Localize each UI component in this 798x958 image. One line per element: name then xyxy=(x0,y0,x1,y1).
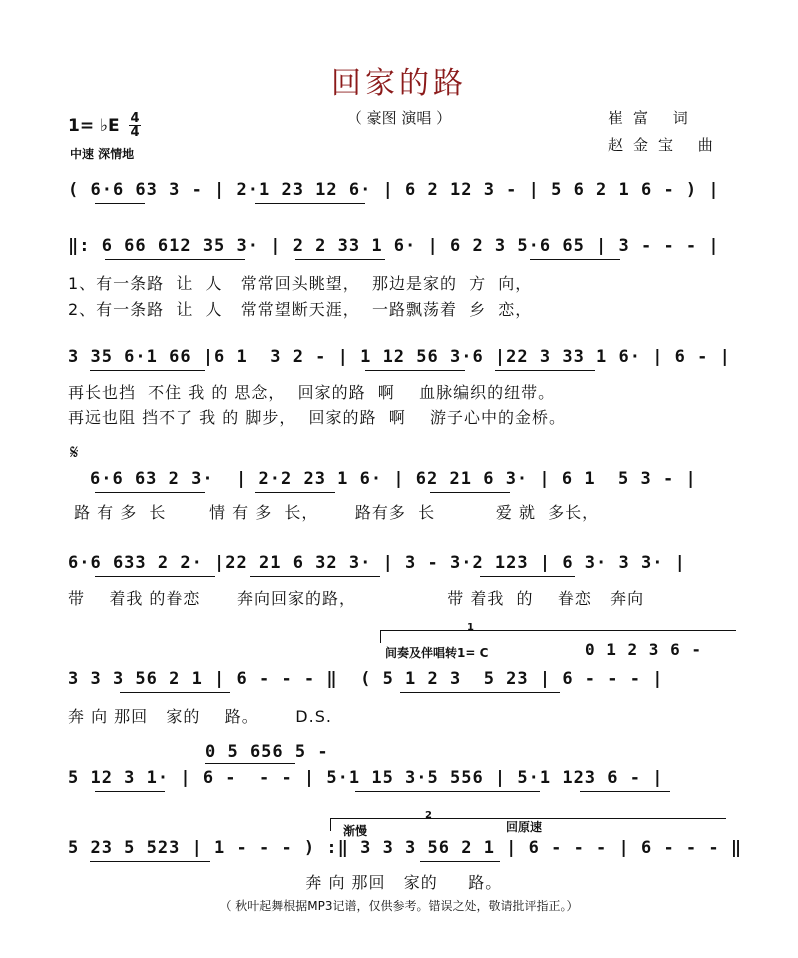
lyrics-row-4: 路 有 多 长 情 有 多 长， 路有多 长 爱 就 多长， xyxy=(68,503,600,522)
lyrics-row-3-verse-1: 再长也挡 不住 我 的 思念， 回家的路 啊 血脉编织的纽带。 xyxy=(68,383,556,402)
notation-row-4: 6·6 63 2 3· | 2·2 23 1 6· | 62 21 6 3· | 6 1 5 3 - | xyxy=(90,469,697,489)
upper-voice-line: 0 5 656 5 - xyxy=(205,742,329,762)
beam xyxy=(295,259,385,260)
lyrics-row-8: 奔 向 那回 家的 路。 xyxy=(68,873,503,892)
beam xyxy=(250,576,380,577)
beam xyxy=(95,492,205,493)
notation-row-5: 6·6 633 2 2· |22 21 6 32 3· | 3 - 3·2 123 | 6 3· 3 3· | xyxy=(68,553,686,573)
interlude-label: 间奏及伴唱转1= C xyxy=(385,646,489,660)
notation-row-2: ‖: 6 66 612 35 3· | 2 2 33 1 6· | 6 2 3 5·6 65 | 3 - - - | xyxy=(68,236,720,256)
notation-row-8: 5 23 5 523 | 1 - - - ) :‖ 3 3 3 56 2 1 | 6 - - - | 6 - - - ‖ xyxy=(68,838,743,858)
lyricist-credit: 崔富 词 xyxy=(608,109,698,127)
beam xyxy=(95,203,145,204)
volta-2-number: 2 xyxy=(425,810,432,821)
lyrics-row-2-verse-1: 1、有一条路 让 人 常常回头眺望， 那边是家的 方 向， xyxy=(68,274,533,293)
interlude-upper-voice: 0 1 2 3 6 - xyxy=(585,640,702,659)
song-title: 回家的路 xyxy=(331,66,467,101)
footnote: （ 秋叶起舞根据MP3记谱，仅供参考。错误之处，敬请批评指正。） xyxy=(219,899,579,913)
beam xyxy=(400,692,560,693)
beam xyxy=(105,259,245,260)
beam xyxy=(355,791,540,792)
key-signature: 1= ♭E xyxy=(68,116,120,136)
notation-row-6: 3 3 3 56 2 1 | 6 - - - ‖ ( 5 1 2 3 5 23 | 6 - - - | xyxy=(68,669,664,689)
beam xyxy=(205,763,295,764)
beam xyxy=(530,259,620,260)
beam xyxy=(255,492,335,493)
lyrics-row-5: 带 着我 的眷恋 奔向回家的路， 带 着我 的 眷恋 奔向 xyxy=(68,589,645,608)
beam xyxy=(90,370,205,371)
beam xyxy=(120,692,230,693)
tempo-return-label: 回原速 xyxy=(506,820,543,834)
beam xyxy=(580,791,670,792)
tempo-slow-label: 渐慢 xyxy=(343,824,368,838)
notation-row-7: 5 12 3 1· | 6 - - - | 5·1 15 3·5 556 | 5·1 123 6 - | xyxy=(68,768,664,788)
lyrics-row-2-verse-2: 2、有一条路 让 人 常常望断天涯， 一路飘荡着 乡 恋， xyxy=(68,300,533,319)
beam xyxy=(420,861,500,862)
time-signature xyxy=(129,112,141,139)
lyrics-row-3-verse-2: 再远也阻 挡不了 我 的 脚步， 回家的路 啊 游子心中的金桥。 xyxy=(68,408,567,427)
tempo-marking: 中速 深情地 xyxy=(70,147,135,161)
time-signature-bottom: 4 xyxy=(130,125,140,140)
beam xyxy=(365,370,465,371)
segno-sign: 𝄋 xyxy=(70,440,79,464)
beam xyxy=(95,576,215,577)
singer-credit: （ 豪图 演唱 ） xyxy=(346,109,452,127)
beam xyxy=(430,492,510,493)
lyrics-row-6: 奔 向 那回 家的 路。 D.S. xyxy=(68,707,332,726)
beam xyxy=(495,370,595,371)
composer-credit: 赵金宝 曲 xyxy=(608,136,723,154)
beam xyxy=(480,576,575,577)
volta-1-number: 1 xyxy=(467,622,474,633)
notation-row-1: ( 6·6 63 3 - | 2·1 23 12 6· | 6 2 12 3 - | 5 6 2 1 6 - ) | xyxy=(68,180,720,200)
beam xyxy=(90,861,210,862)
beam xyxy=(255,203,365,204)
time-signature-top: 4 xyxy=(130,111,140,126)
beam xyxy=(95,791,165,792)
notation-row-3: 3 35 6·1 66 |6 1 3 2 - | 1 12 56 3·6 |22 3 33 1 6· | 6 - | xyxy=(68,347,731,367)
